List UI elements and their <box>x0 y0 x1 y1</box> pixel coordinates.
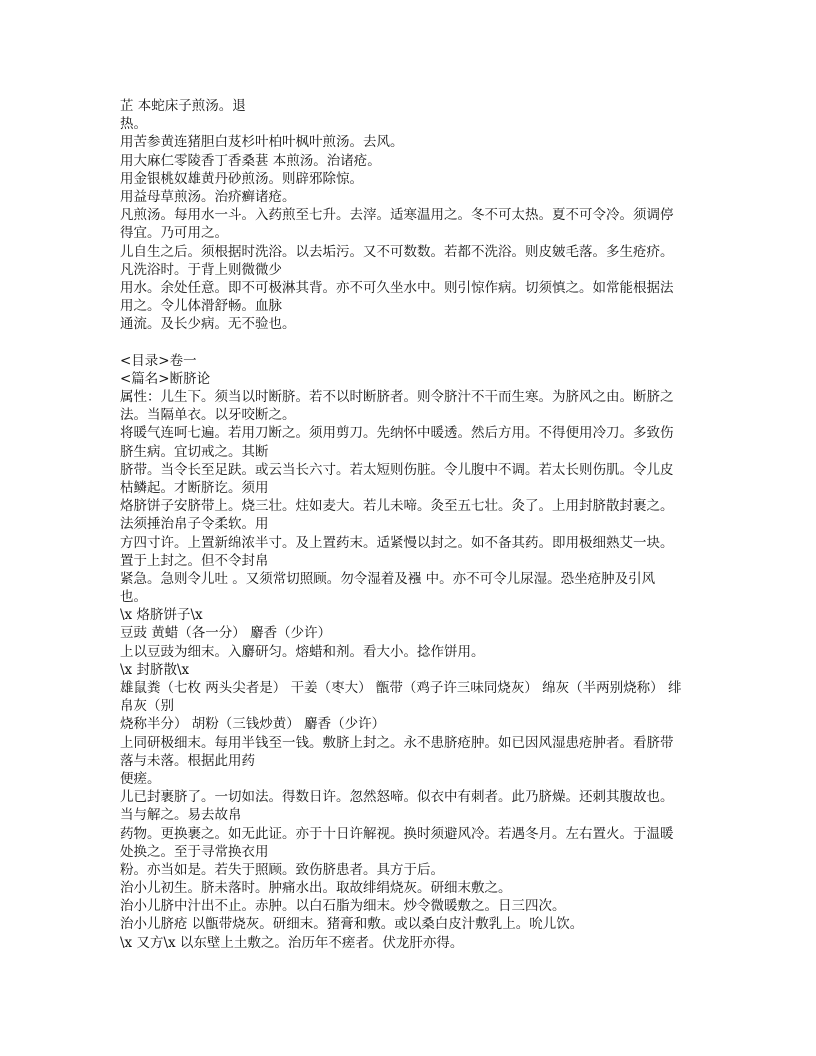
text-line: 用水。余处任意。即不可极淋其背。亦不可久坐水中。则引惊作病。切须慎之。如常能根据法 <box>120 279 674 296</box>
blank-line <box>120 333 720 351</box>
text-line: \x 又方\x 以东壁上土敷之。治历年不瘥者。伏龙肝亦得。 <box>120 934 464 951</box>
text-line: 药物。更换裹之。如无此证。亦于十日许解视。换时须避风冷。若遇冬月。左右置火。于温暖 <box>120 825 674 842</box>
text-line: 热。 <box>120 116 147 133</box>
text-line: 烧称半分） 胡粉（三钱炒黄） 麝香（少许） <box>120 716 386 733</box>
text-line: 置于上封之。但不令封帛 <box>120 552 269 569</box>
text-line: 方四寸许。上置新绵浓半寸。及上置药末。适紧慢以封之。如不备其药。即用极细熟艾一块。 <box>120 534 674 551</box>
text-line: 烙脐饼子安脐带上。烧三壮。炷如麦大。若儿未啼。灸至五七壮。灸了。上用封脐散封裹之。 <box>120 498 674 515</box>
text-line: 得宜。乃可用之。 <box>120 225 228 242</box>
text-line: 上同研极细末。每用半钱至一钱。敷脐上封之。永不患脐疮肿。如已因风湿患疮肿者。看脐带 <box>120 734 674 751</box>
chapter-title: <篇名>断脐论 <box>120 370 211 387</box>
text-line: 粉。亦当如是。若失于照顾。致伤脐患者。具方于后。 <box>120 861 444 878</box>
text-line: 雄鼠粪（七枚 两头尖者是） 干姜（枣大） 甑带（鸡子许三味同烧灰） 绵灰（半两别烧称） 绯 <box>120 680 682 696</box>
text-line: 枯鳞起。才断脐讫。须用 <box>120 479 269 496</box>
text-line: 法须捶治帛子令柔软。用 <box>120 516 269 533</box>
text-line: 处换之。至于寻常换衣用 <box>120 843 269 860</box>
text-line: 落与未落。根据此用药 <box>120 752 255 769</box>
text-line: 便瘥。 <box>120 770 161 787</box>
text-line: 用苦参黄连猪胆白芨杉叶柏叶枫叶煎汤。去风。 <box>120 134 404 151</box>
text-line: 法。当隔单衣。以牙咬断之。 <box>120 407 296 424</box>
text-line: 当与解之。易去故帛 <box>120 807 242 824</box>
recipe-title: \x 烙脐饼子\x <box>120 607 203 624</box>
text-line: 用金银桃奴雄黄丹砂煎汤。则辟邪除惊。 <box>120 170 363 187</box>
text-line: 上以豆豉为细末。入麝研匀。熔蜡和剂。看大小。捻作饼用。 <box>120 643 485 660</box>
text-line: 凡煎汤。每用水一斗。入药煎至七升。去滓。适寒温用之。冬不可太热。夏不可令冷。须调停 <box>120 207 674 224</box>
text-line: 脐带。当令长至足趺。或云当长六寸。若太短则伤脏。令儿腹中不调。若太长则伤肌。令儿皮 <box>120 461 674 478</box>
text-line: 帛灰（别 <box>120 698 174 715</box>
text-line: 治小儿脐疮 以甑带烧灰。研细末。猪膏和敷。或以桑白皮汁敷乳上。吮儿饮。 <box>120 916 584 933</box>
text-line: 将暖气连呵七遍。若用刀断之。须用剪刀。先纳怀中暖透。然后方用。不得便用冷刀。多致伤 <box>120 425 674 442</box>
text-line: 脐生病。宜切戒之。其断 <box>120 443 269 460</box>
text-line: 也。 <box>120 589 147 606</box>
text-line: 芷 本蛇床子煎汤。退 <box>120 98 246 114</box>
text-line: 儿自生之后。须根据时洗浴。以去垢污。又不可数数。若都不洗浴。则皮皴毛落。多生疮疥。 <box>120 243 674 260</box>
document-page <box>120 97 720 952</box>
text-line: 儿已封裹脐了。一切如法。得数日许。忽然怒啼。似衣中有刺者。此乃脐燥。还刺其腹故也。 <box>120 789 674 806</box>
text-line: 通流。及长少病。无不验也。 <box>120 316 296 333</box>
text-line: 紧急。急则令儿吐 。又须常切照顾。勿令湿着及襁 中。亦不可令儿尿湿。恐坐疮肿及引风 <box>120 570 656 587</box>
recipe-title: \x 封脐散\x <box>120 661 190 678</box>
text-line: 凡洗浴时。于背上则微微少 <box>120 261 282 278</box>
text-line: 治小儿初生。脐未落时。肿痛水出。取故绯绢烧灰。研细末敷之。 <box>120 880 512 897</box>
text-line: 用益母草煎汤。治疥癣诸疮。 <box>120 188 296 205</box>
text-line: 用大麻仁零陵香丁香桑葚 本煎汤。治诸疮。 <box>120 152 381 169</box>
text-line: 治小儿脐中汁出不止。赤肿。以白石脂为细末。炒令微暖敷之。日三四次。 <box>120 898 566 915</box>
text-line: 属性：儿生下。须当以时断脐。若不以时断脐者。则令脐汁不干而生寒。为脐风之由。断脐之 <box>120 389 674 405</box>
text-line: 豆豉 黄蜡（各一分） 麝香（少许） <box>120 625 332 642</box>
text-line: 用之。令儿体滑舒畅。血脉 <box>120 298 282 315</box>
toc-heading: <目录>卷一 <box>120 352 197 369</box>
